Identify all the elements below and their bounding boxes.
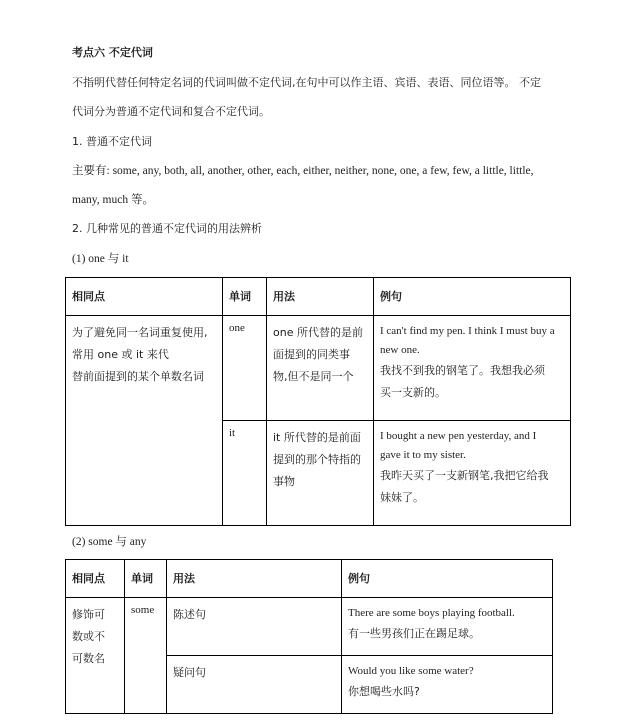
example-cell xyxy=(374,316,571,421)
section-title-one-it: (1) one 与 it xyxy=(72,253,129,265)
example-cell xyxy=(342,656,553,714)
same-point-cell xyxy=(66,598,125,714)
same-point-cell xyxy=(66,316,223,526)
example-zh-line: 买一支新的。 xyxy=(380,386,446,399)
word-cell: it xyxy=(223,421,267,526)
same-point-line: 常用 one 或 it 来代 xyxy=(72,348,169,361)
same-point-line: 可数名 xyxy=(72,652,105,665)
example-en-line: I bought a new pen yesterday, and I xyxy=(380,430,537,442)
usage-cell: 疑问句 xyxy=(167,656,342,714)
table-header-row xyxy=(66,560,553,598)
word-cell: one xyxy=(223,316,267,421)
section-title-some-any: (2) some 与 any xyxy=(72,536,147,548)
usage-line: it 所代替的是前面 xyxy=(273,431,361,444)
example-en-line: There are some boys playing football. xyxy=(348,607,515,619)
same-point-line: 替前面提到的某个单数名词 xyxy=(72,370,204,383)
same-point-line: 修饰可 xyxy=(72,608,105,621)
pronoun-list-line-1: 主要有: some, any, both, all, another, other, each, either, neither, none, one, a few, few, a little, little, xyxy=(72,165,534,177)
table-row xyxy=(66,598,553,656)
example-zh-line: 有一些男孩们正在踢足球。 xyxy=(348,627,480,640)
usage-line: 事物 xyxy=(273,475,295,488)
header-example: 例句 xyxy=(342,560,553,598)
example-en-line: Would you like some water? xyxy=(348,665,474,677)
example-zh-line: 我找不到我的钢笔了。我想我必须 xyxy=(380,364,545,377)
usage-line: 面提到的同类事 xyxy=(273,348,350,361)
header-same: 相同点 xyxy=(66,278,223,316)
word-cell: some xyxy=(125,598,167,714)
intro-paragraph-line-1: 不指明代替任何特定名词的代词叫做不定代词,在句中可以作主语、宾语、表语、同位语等。 不定 xyxy=(72,76,541,89)
pronoun-list-line-2: many, much 等。 xyxy=(72,194,154,206)
example-en-line: gave it to my sister. xyxy=(380,449,466,461)
example-en-line: new one. xyxy=(380,344,420,356)
header-word: 单词 xyxy=(223,278,267,316)
example-cell xyxy=(374,421,571,526)
header-same: 相同点 xyxy=(66,560,125,598)
table-some-any xyxy=(65,559,553,714)
usage-cell: 陈述句 xyxy=(167,598,342,656)
subheading-usage-analysis: 2. 几种常见的普通不定代词的用法辨析 xyxy=(72,222,262,235)
usage-line: 物,但不是同一个 xyxy=(273,370,354,383)
usage-line: one 所代替的是前 xyxy=(273,326,363,339)
intro-paragraph-line-2: 代词分为普通不定代词和复合不定代词。 xyxy=(72,105,270,118)
table-one-it xyxy=(65,277,571,526)
header-word: 单词 xyxy=(125,560,167,598)
usage-cell xyxy=(267,421,374,526)
example-en-line: I can't find my pen. I think I must buy a xyxy=(380,325,555,337)
same-point-line: 数或不 xyxy=(72,630,105,643)
section-heading: 考点六 不定代词 xyxy=(72,46,153,59)
example-zh-line: 妹妹了。 xyxy=(380,491,424,504)
header-usage: 用法 xyxy=(167,560,342,598)
example-cell xyxy=(342,598,553,656)
subheading-common-pronouns: 1. 普通不定代词 xyxy=(72,135,152,148)
example-zh-line: 我昨天买了一支新钢笔,我把它给我 xyxy=(380,469,549,482)
header-example: 例句 xyxy=(374,278,571,316)
usage-cell xyxy=(267,316,374,421)
usage-line: 提到的那个特指的 xyxy=(273,453,361,466)
same-point-line: 为了避免同一名词重复使用, xyxy=(72,326,208,339)
header-usage: 用法 xyxy=(267,278,374,316)
table-row xyxy=(66,316,571,421)
table-header-row xyxy=(66,278,571,316)
example-zh-line: 你想喝些水吗? xyxy=(348,685,420,698)
